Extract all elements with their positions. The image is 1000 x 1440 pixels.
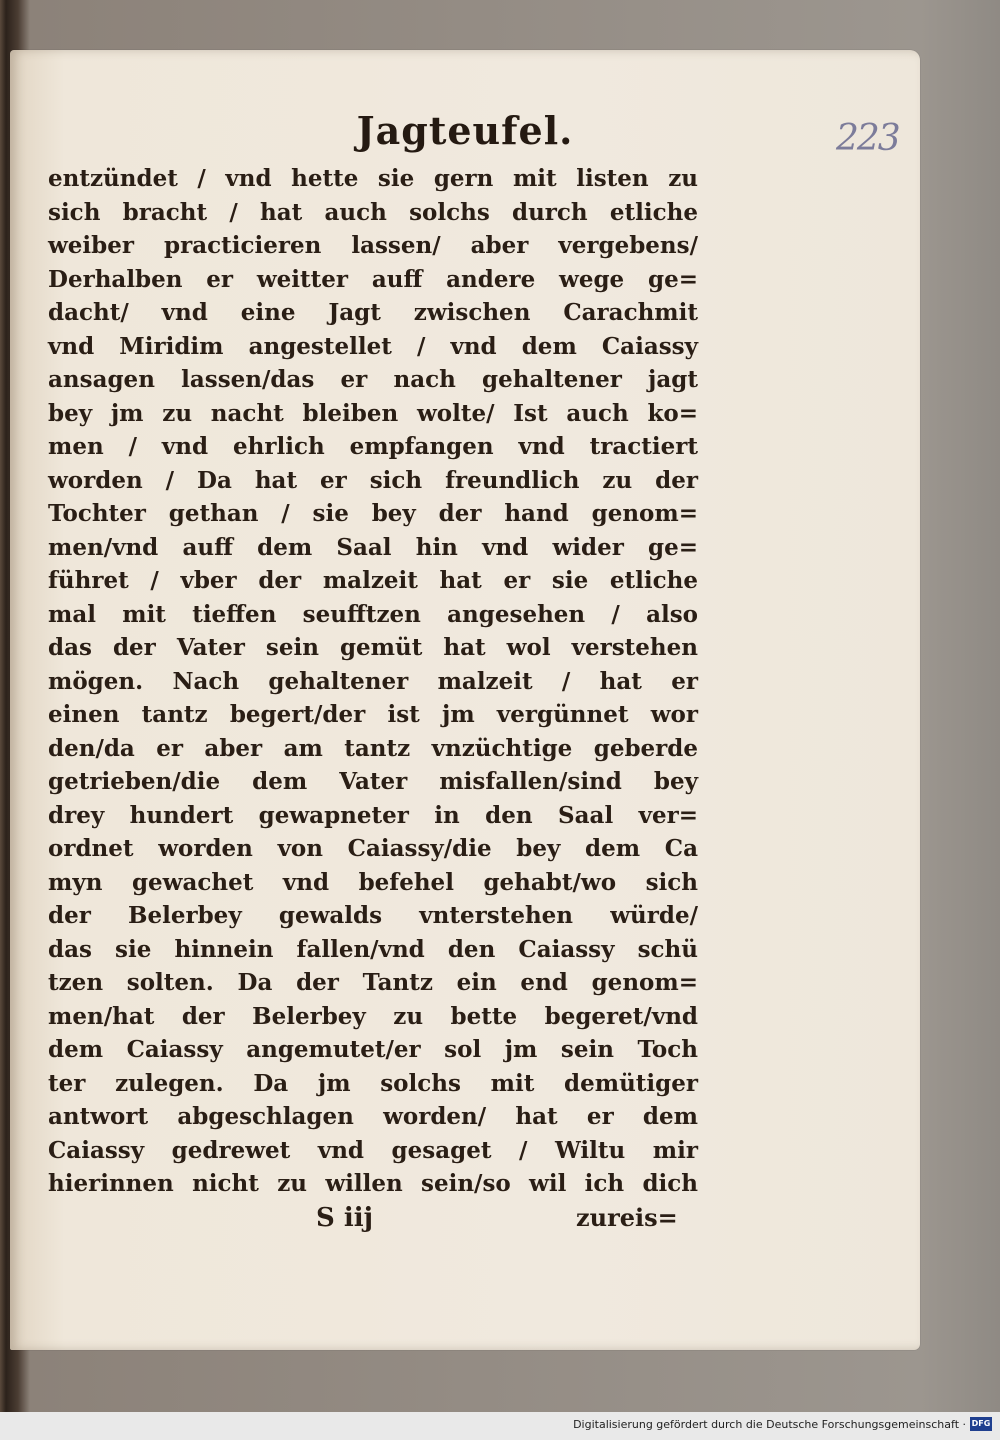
text-line: vnd Miridim angestellet / vnd dem Caiassy <box>48 332 698 360</box>
text-line: dem Caiassy angemutet/er sol jm sein Toch <box>48 1036 698 1063</box>
text-line: der Belerbey gewalds vnterstehen würde/ <box>48 902 698 929</box>
text-line: men/vnd auff dem Saal hin vnd wider ge= <box>48 533 698 561</box>
text-line: ordnet worden von Caiassy/die bey dem Ca <box>48 835 698 862</box>
text-line: Tochter gethan / sie bey der hand genom= <box>48 500 698 527</box>
text-line: antwort abgeschlagen worden/ hat er dem <box>48 1103 698 1130</box>
footer-bar <box>0 1412 1000 1440</box>
text-line: das sie hinnein fallen/vnd den Caiassy schü <box>48 935 698 963</box>
text-line: sich bracht / hat auch solchs durch etliche <box>48 198 698 226</box>
text-line: den/da er aber am tantz vnzüchtige geberde <box>48 734 698 762</box>
text-line: einen tantz begert/der ist jm vergünnet wor <box>48 701 698 728</box>
text-line: men/hat der Belerbey zu bette begeret/vnd <box>48 1002 698 1030</box>
text-line: dacht/ vnd eine Jagt zwischen Carachmit <box>48 299 698 326</box>
text-line: ter zulegen. Da jm solchs mit demütiger <box>48 1069 698 1097</box>
text-line: men / vnd ehrlich empfangen vnd tractiert <box>48 433 698 460</box>
text-line: ansagen lassen/das er nach gehaltener jagt <box>48 366 698 393</box>
text-line: weiber practicieren lassen/ aber vergebens/ <box>48 232 698 259</box>
catchword: zureis= <box>576 1203 678 1232</box>
running-head: Jagteufel. <box>356 108 574 153</box>
text-line: mögen. Nach gehaltener malzeit / hat er <box>48 667 698 695</box>
text-line: myn gewachet vnd befehel gehabt/wo sich <box>48 868 698 896</box>
text-line: hierinnen nicht zu willen sein/so wil ich dich <box>48 1170 698 1197</box>
text-line: drey hundert gewapneter in den Saal ver= <box>48 801 698 829</box>
text-line: das der Vater sein gemüt hat wol verstehen <box>48 634 698 661</box>
text-line: Derhalben er weitter auff andere wege ge= <box>48 265 698 293</box>
folio-number: 223 <box>836 118 899 159</box>
text-line: getrieben/die dem Vater misfallen/sind bey <box>48 768 698 795</box>
footer-credit: Digitalisierung gefördert durch die Deutsche Forschungsgemeinschaft · <box>573 1418 966 1431</box>
text-line: tzen solten. Da der Tantz ein end genom= <box>48 969 698 996</box>
dfg-logo-icon: DFG <box>970 1417 992 1431</box>
book-page <box>10 50 920 1350</box>
signature-mark: S iij <box>316 1203 373 1233</box>
body-text <box>48 162 698 1201</box>
text-line: bey jm zu nacht bleiben wolte/ Ist auch ko= <box>48 399 698 427</box>
text-line: mal mit tieffen seufftzen angesehen / also <box>48 600 698 628</box>
text-line: führet / vber der malzeit hat er sie etliche <box>48 567 698 594</box>
text-line: entzündet / vnd hette sie gern mit listen zu <box>48 165 698 192</box>
text-line: Caiassy gedrewet vnd gesaget / Wiltu mir <box>48 1136 698 1164</box>
text-line: worden / Da hat er sich freundlich zu der <box>48 466 698 494</box>
